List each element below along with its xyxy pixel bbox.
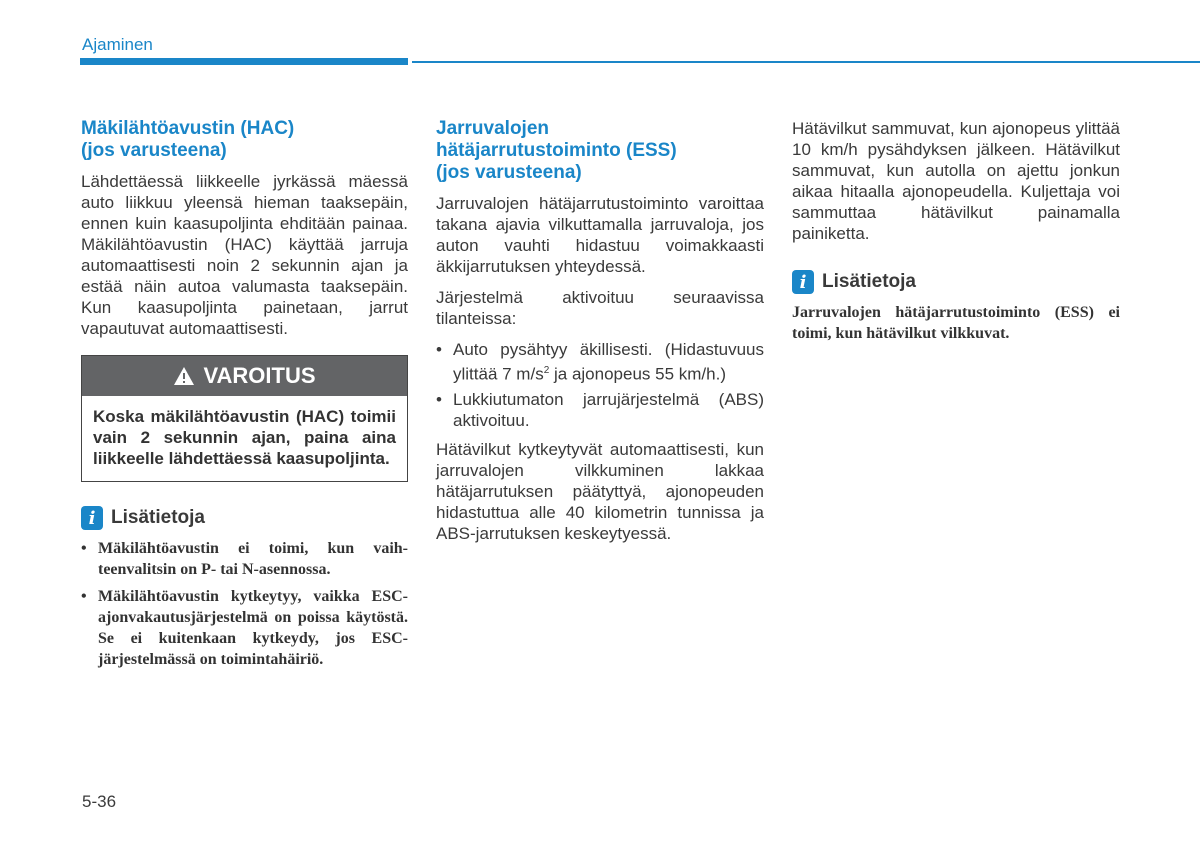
warning-triangle-icon — [173, 366, 195, 386]
warning-header — [82, 356, 407, 396]
warning-text: Koska mäkilähtöavustin (HAC) toimii vain 2 sekunnin ajan, paina aina liikkeelle lähdettäessä kaasupoljinta. — [93, 407, 396, 468]
column-right — [792, 118, 1120, 344]
ess-heading-line-1: Jarruvalojen — [436, 118, 549, 139]
ess-heading-line-2: hätäjarrutustoiminto (ESS) — [436, 140, 677, 161]
ess-conditions-list — [436, 339, 764, 431]
info-text-right: Jarruvalojen hätäjarrutustoiminto (ESS) ei toimi, kun hätävilkut vilkkuvat. — [792, 304, 1120, 342]
info-header-right — [792, 270, 1120, 294]
superscript: 2 — [543, 365, 550, 376]
column-left — [81, 118, 408, 676]
page-number: 5-36 — [82, 792, 117, 811]
ess-paragraph-3: Hätävilkut kytkeytyvät automaattisesti, kun jarruvalojen vilkkuminen lakkaa hätäjarrutuksen päätyttyä, ajonopeuden hidastuttua alle 40 kilometrin tunnissa ja ABS-jarrutuksen keskeytyessä. — [436, 439, 764, 543]
ess-paragraph-1: Jarruvalojen hätäjarrutustoiminto varoittaa takana ajavia vilkuttamalla jarruvaloja, jos auton vauhti hidastuu voimakkaasti äkkijarrutuksen yhteydessä. — [436, 194, 764, 276]
list-item: • Mäkilähtöavustin kytkeytyy, vaikka ESC-ajonvakautusjärjestelmä on poissa käytöstä. Se ei kuitenkaan kytkeydy, jos ESC-järjestelmässä on toimintahäiriö. — [81, 586, 408, 670]
hazard-lights-paragraph: Hätävilkut sammuvat, kun ajonopeus ylittää 10 km/h pysähdyksen jälkeen. Hätävilkut sammuvat, kun autolla on ajettu jonkun aikaa hitaalla ajonopeudella. Kuljettaja voi sammuttaa hätävilkut painamalla painiketta. — [792, 119, 1120, 243]
info-title-left: Lisätietoja — [111, 507, 205, 528]
condition-1-text-end: ja ajonopeus 55 km/h.) — [549, 364, 726, 384]
warning-box — [81, 355, 408, 482]
header-rule-thin — [412, 61, 1200, 63]
column-middle — [436, 118, 764, 554]
info-list-left — [81, 538, 408, 670]
info-icon: i — [81, 506, 103, 530]
condition-1-text: Auto pysähtyy äkillisesti. (Hidastuvuus ylittää 7 m/s — [453, 340, 764, 384]
info-title-right: Lisätietoja — [822, 271, 916, 292]
hac-paragraph: Lähdettäessä liikkeelle jyrkässä mäessä auto liikkuu yleensä hieman taaksepäin, ennen kuin kaasupoljinta ehditään painaa. Mäkilähtöavustin (HAC) käyttää jarruja automaattisesti noin 2 sekunnin ajan ja estää näin autoa valumasta taaksepäin. Kun kaasupoljinta painetaan, jarrut vapautuvat automaattisesti. — [81, 172, 408, 338]
info-icon: i — [792, 270, 814, 294]
list-item — [436, 339, 764, 385]
hac-heading-line-2: (jos varusteena) — [81, 140, 227, 161]
ess-heading — [436, 118, 764, 184]
section-title: Ajaminen — [82, 35, 153, 54]
hac-heading — [81, 118, 408, 162]
warning-label: VAROITUS — [203, 363, 316, 388]
list-item: • Lukkiutumaton jarrujärjestelmä (ABS) aktivoituu. — [436, 389, 764, 431]
list-item: • Mäkilähtöavustin ei toimi, kun vaihteenvalitsin on P- tai N-asennossa. — [81, 538, 408, 580]
header-rule-thick — [80, 58, 408, 65]
ess-heading-line-3: (jos varusteena) — [436, 162, 582, 183]
hac-heading-line-1: Mäkilähtöavustin (HAC) — [81, 118, 295, 139]
ess-paragraph-2: Järjestelmä aktivoituu seuraavissa tilanteissa: — [436, 288, 764, 328]
info-header-left — [81, 506, 408, 530]
